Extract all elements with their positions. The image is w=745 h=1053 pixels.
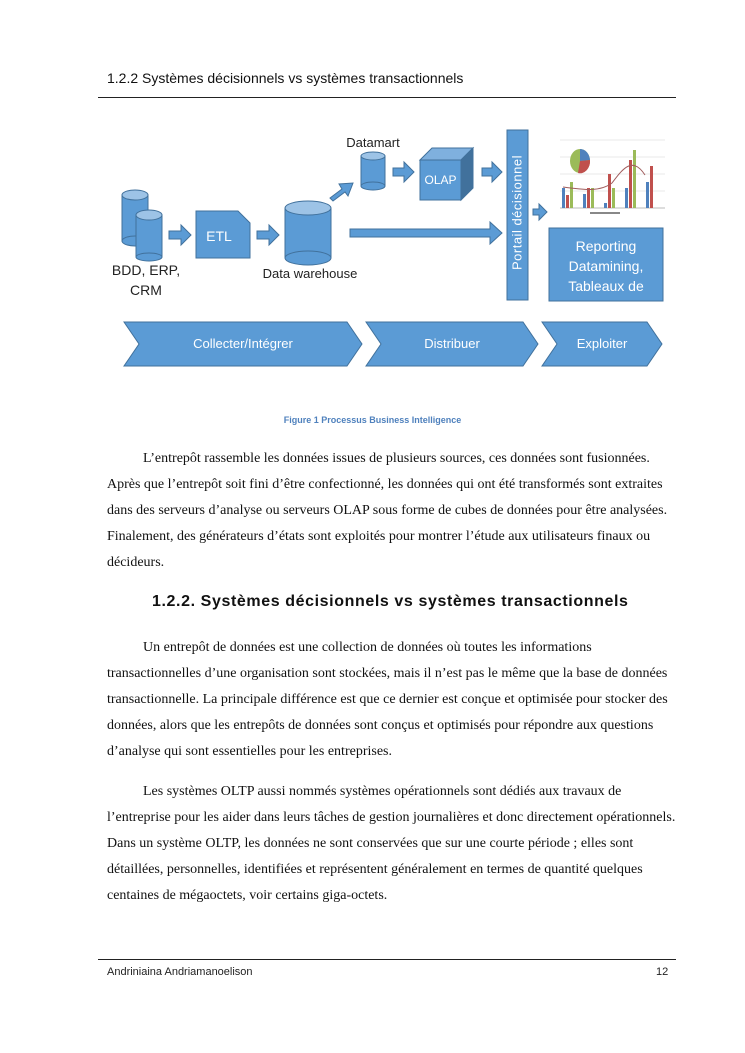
reporting-line2: Datamining, bbox=[568, 258, 644, 274]
page-number: 12 bbox=[656, 966, 669, 978]
report-chart-thumbnail bbox=[549, 128, 667, 216]
paragraph-2 bbox=[107, 635, 677, 765]
warehouse-label: Data warehouse bbox=[262, 266, 358, 281]
arrow-icon bbox=[257, 225, 279, 245]
etl-label: ETL bbox=[206, 228, 232, 244]
sources-label-line1: BDD, ERP, bbox=[111, 262, 181, 278]
running-header-title: 1.2.2 Systèmes décisionnels vs systèmes transactionnels bbox=[107, 70, 464, 86]
paragraph-3-text: Les systèmes OLTP aussi nommés systèmes opérationnels sont dédiés aux travaux de l’entreprise pour les aider dans leurs tâches de gestion journalières et donc directement opérationnels. Dans un système OLTP, les données ne sont conservées que sur une courte période ; elles sont détaillées, personnelles, identifiées et représentent généralement en termes de quantité quelques centaines de mégaoctets, voir certains giga-octets. bbox=[107, 784, 676, 903]
data-warehouse-icon bbox=[285, 201, 331, 265]
stage-collect-label: Collecter/Intégrer bbox=[193, 336, 293, 351]
reporting-line1: Reporting bbox=[575, 238, 637, 254]
arrow-icon bbox=[169, 225, 191, 245]
arrow-icon bbox=[393, 162, 414, 182]
reporting-label bbox=[549, 236, 663, 296]
source-database-icon bbox=[122, 190, 162, 261]
portal-label: Portail décisionnel bbox=[509, 155, 525, 271]
arrow-icon bbox=[533, 204, 547, 220]
bi-process-figure bbox=[0, 0, 745, 400]
long-arrow-icon bbox=[350, 222, 502, 244]
paragraph-2-text: Un entrepôt de données est une collection de données où toutes les informations transactionnelles d’une organisation sont stockées, mais il n’est pas le même que la base de données transactionnelle. La principale différence est que ce dernier est conçue et optimisée pour stocker des données, alors que les entrepôts de données sont conçus et optimisés pour répondre aux questions d’analyse qui sont essentielles pour les entreprises. bbox=[107, 640, 668, 759]
figure-caption: Figure 1 Processus Business Intelligence bbox=[283, 415, 462, 425]
stage-exploit-label: Exploiter bbox=[576, 336, 628, 351]
footer-author: Andriniaina Andriamanoelison bbox=[107, 966, 253, 978]
sources-label-line2: CRM bbox=[130, 282, 162, 298]
sources-label bbox=[106, 260, 186, 300]
arrow-icon bbox=[330, 183, 353, 201]
arrow-icon bbox=[482, 162, 502, 182]
section-heading: 1.2.2. Systèmes décisionnels vs systèmes transactionnels bbox=[152, 593, 629, 610]
reporting-line3: Tableaux de bbox=[568, 278, 644, 294]
datamart-label: Datamart bbox=[346, 135, 400, 150]
paragraph-1-text: L’entrepôt rassemble les données issues de plusieurs sources, ces données sont fusionnées. Après que l’entrepôt soit fini d’être confectionné, les données qui ont été transformés sont extraites dans des serveurs d’analyse ou serveurs OLAP sous forme de cubes de données pour être analysées. Finalement, des générateurs d’états sont exploités pour montrer l’étude aux utilisateurs finaux ou décideurs. bbox=[107, 451, 668, 570]
paragraph-1 bbox=[107, 446, 677, 576]
olap-label: OLAP bbox=[424, 173, 457, 187]
stage-distribute-label: Distribuer bbox=[424, 336, 480, 351]
footer-rule bbox=[98, 959, 676, 960]
datamart-icon bbox=[361, 152, 385, 190]
paragraph-3 bbox=[107, 779, 677, 909]
